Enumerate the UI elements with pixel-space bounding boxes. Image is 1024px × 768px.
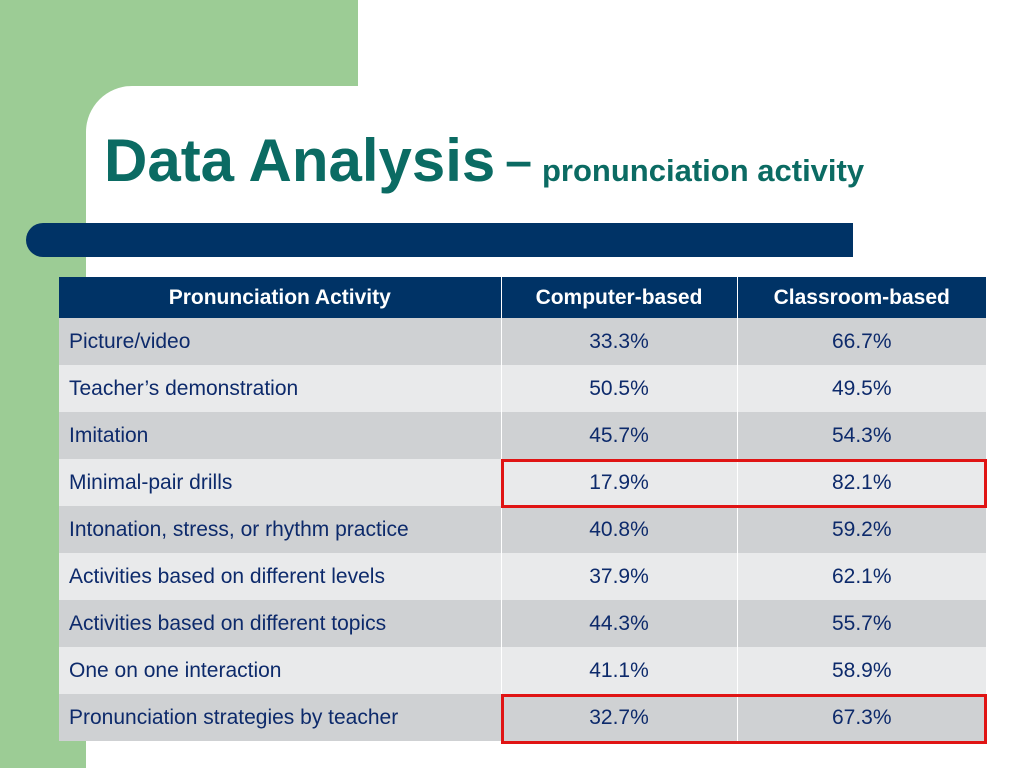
computer-value: 32.7% <box>501 694 737 741</box>
table-header-row <box>59 277 986 318</box>
classroom-value: 55.7% <box>737 600 986 647</box>
table-row <box>59 647 986 694</box>
row-label: Pronunciation strategies by teacher <box>59 694 501 741</box>
header-classroom-based: Classroom-based <box>737 277 986 318</box>
computer-value: 44.3% <box>501 600 737 647</box>
title-subtitle: pronunciation activity <box>542 153 865 188</box>
classroom-value: 58.9% <box>737 647 986 694</box>
title-underline-bar <box>26 223 853 257</box>
title-dash: – <box>505 135 532 188</box>
computer-value: 37.9% <box>501 553 737 600</box>
computer-value: 17.9% <box>501 459 737 506</box>
computer-value: 41.1% <box>501 647 737 694</box>
table-row <box>59 318 986 365</box>
table-row <box>59 459 986 506</box>
table-row <box>59 412 986 459</box>
computer-value: 40.8% <box>501 506 737 553</box>
row-label: Teacher’s demonstration <box>59 365 501 412</box>
row-label: Intonation, stress, or rhythm practice <box>59 506 501 553</box>
classroom-value: 66.7% <box>737 318 986 365</box>
header-computer-based: Computer-based <box>501 277 737 318</box>
slide-title <box>104 126 864 195</box>
header-activity: Pronunciation Activity <box>59 277 501 318</box>
table-row <box>59 600 986 647</box>
row-label: Activities based on different topics <box>59 600 501 647</box>
row-label: Minimal-pair drills <box>59 459 501 506</box>
table-row <box>59 553 986 600</box>
classroom-value: 82.1% <box>737 459 986 506</box>
table-row <box>59 365 986 412</box>
classroom-value: 62.1% <box>737 553 986 600</box>
computer-value: 33.3% <box>501 318 737 365</box>
title-main: Data Analysis <box>104 127 496 194</box>
table-row <box>59 506 986 553</box>
classroom-value: 67.3% <box>737 694 986 741</box>
classroom-value: 59.2% <box>737 506 986 553</box>
row-label: Activities based on different levels <box>59 553 501 600</box>
table-row <box>59 694 986 741</box>
classroom-value: 54.3% <box>737 412 986 459</box>
data-table <box>59 277 986 741</box>
computer-value: 50.5% <box>501 365 737 412</box>
computer-value: 45.7% <box>501 412 737 459</box>
row-label: Imitation <box>59 412 501 459</box>
classroom-value: 49.5% <box>737 365 986 412</box>
row-label: One on one interaction <box>59 647 501 694</box>
row-label: Picture/video <box>59 318 501 365</box>
data-table-container <box>59 277 986 741</box>
